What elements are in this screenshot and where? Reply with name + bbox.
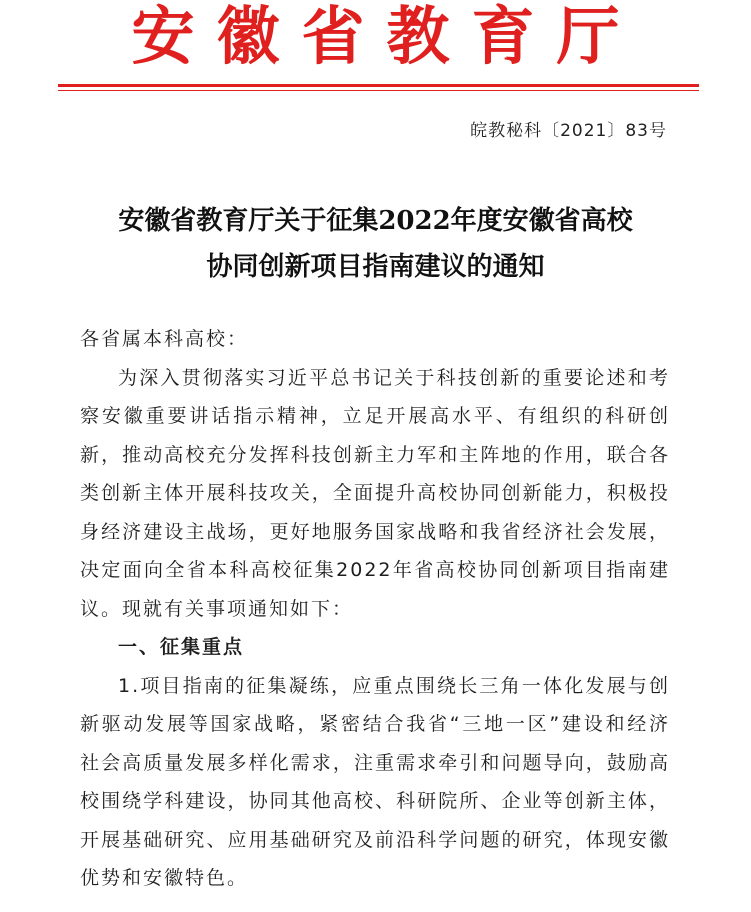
section-1-item-1: 1.项目指南的征集凝练，应重点围绕长三角一体化发展与创新驱动发展等国家战略，紧密结合我省“三地一区”建设和经济社会高质量发展多样化需求，注重需求牵引和问题导向，鼓励高校围绕学科建设，协同其他高校、科研院所、企业等创新主体，开展基础研究、应用基础研究及前沿科学问题的研究，体现安徽优势和安徽特色。 [80,674,670,889]
masthead-divider-thick [58,84,699,87]
masthead-divider-thin [58,90,699,91]
document-number: 皖教秘科〔2021〕83号 [470,121,667,141]
document-body [80,320,670,898]
masthead-title: 安徽省教育厅 [131,0,642,73]
document-title [40,198,711,290]
masthead [0,0,751,73]
salutation: 各省属本科高校： [80,328,249,350]
document-title-line-1: 安徽省教育厅关于征集2022年度安徽省高校 [118,206,633,236]
document-title-line-2: 协同创新项目指南建议的通知 [206,252,545,282]
intro-paragraph: 为深入贯彻落实习近平总书记关于科技创新的重要论述和考察安徽重要讲话指示精神，立足开展高水平、有组织的科研创新，推动高校充分发挥科技创新主力军和主阵地的作用，联合各类创新主体开展科技攻关，全面提升高校协同创新能力，积极投身经济建设主战场，更好地服务国家战略和我省经济社会发展，决定面向全省本科高校征集2022年省高校协同创新项目指南建议。现就有关事项通知如下： [80,366,670,620]
section-heading-1: 一、征集重点 [118,636,245,658]
